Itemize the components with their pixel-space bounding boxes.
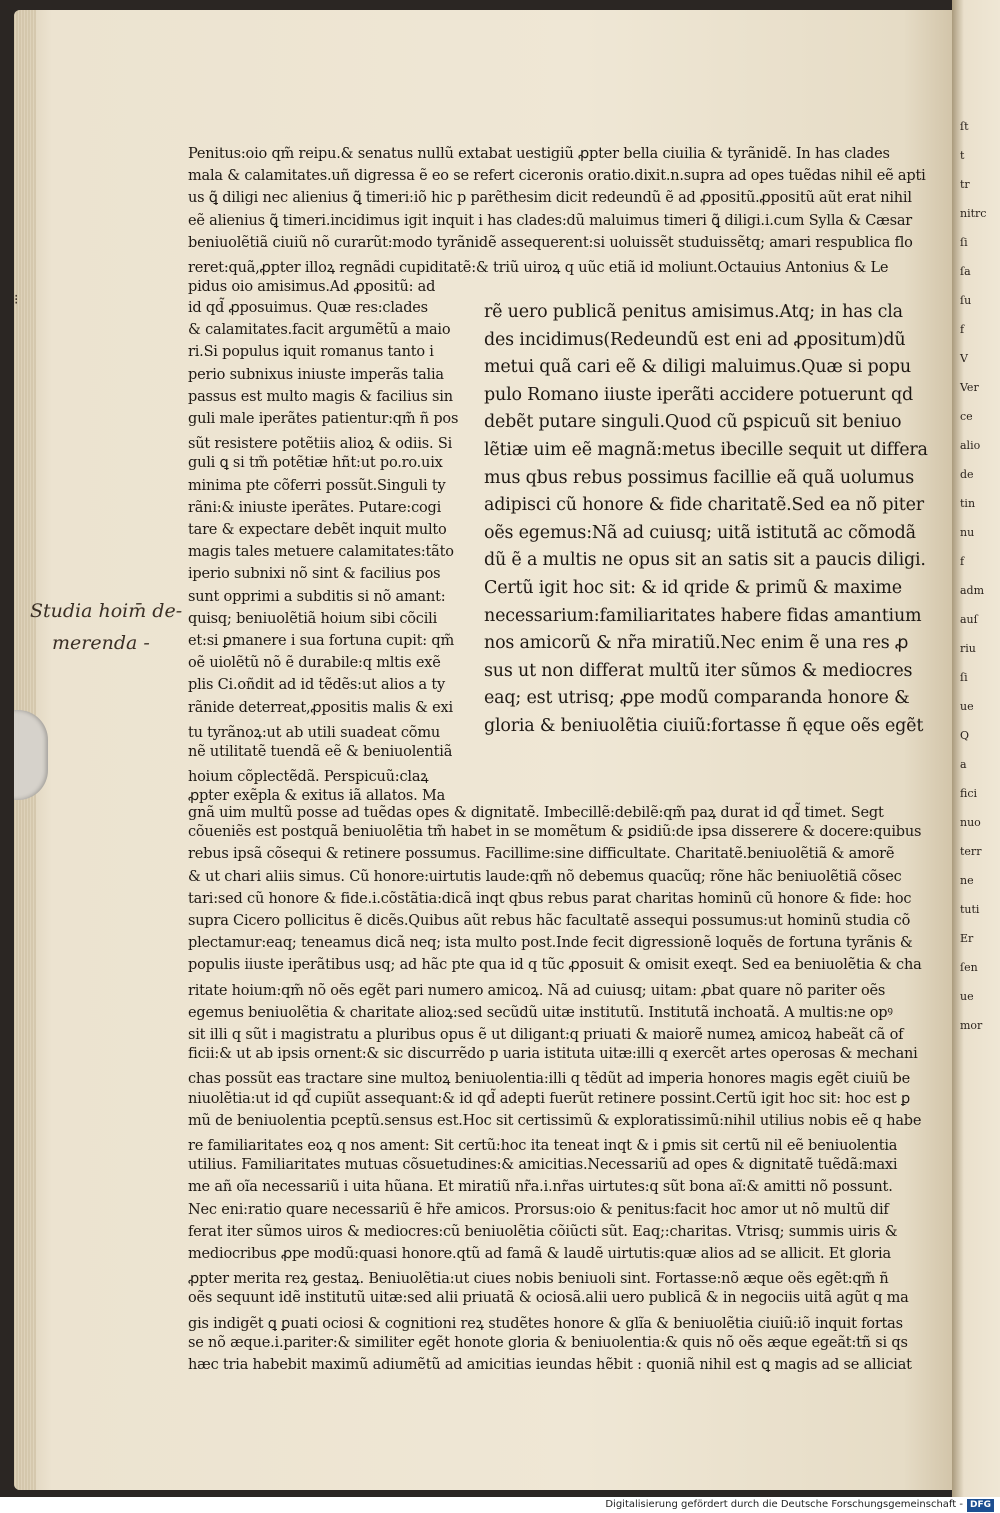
text-line: rẽ uero publicã penitus amisimus.Atq; in has cla	[484, 302, 903, 322]
text-line: tare & expectare debẽt inquit multo	[188, 522, 447, 538]
text-line: plectamur:eaq; teneamus dicã neq; ista multo post.Inde fecit digressionẽ loquẽs de fortuna tyrãnis &	[188, 935, 913, 952]
footer-text: Digitalisierung gefördert durch die Deutsche Forschungsgemeinschaft -	[605, 1499, 963, 1510]
text-line: utilius. Familiaritates mutuas cõsuetudines:& amicitias.Necessariũ ad opes & dignitatẽ tuẽdã:maxi	[188, 1157, 898, 1174]
adjacent-page-fragment: f	[960, 555, 965, 568]
adjacent-page-fragment: nitrc	[960, 207, 987, 220]
text-line: gis indigẽt ꝗ ꝑuati ociosi & cognitioni reꝝ studẽtes honore & glĩa & beniuolẽtia ciuiũ:iõ inquit fortas	[188, 1315, 903, 1332]
text-line: iperio subnixi nõ sint & facilius pos	[188, 566, 441, 583]
adjacent-page-fragment: ſu	[960, 294, 972, 307]
margin-note-line1: Studia hoim̄ de-	[30, 600, 183, 622]
digitization-footer	[0, 1497, 1000, 1513]
text-line: se nõ æque.i.pariter:& similiter egẽt honote gloria & beniuolentia:& quis nõ oẽs æque egeãt:tñ si qs	[188, 1334, 908, 1351]
book-page	[14, 10, 960, 1490]
adjacent-page-fragment: Ver	[960, 381, 979, 394]
adjacent-page-fragment: ce	[960, 410, 973, 423]
text-line: plis Ci.oñdit ad id tẽdẽs:ut alios a ty	[188, 677, 445, 694]
text-line: niuolẽtia:ut id qd̃ cupiũt assequant:& id qd̃ adepti fuerũt retinere possint.Certũ igit hoc sit: hoc est ꝑ	[188, 1090, 910, 1107]
adjacent-page-fragment: ue	[960, 990, 974, 1003]
dfg-logo: DFG	[967, 1499, 994, 1512]
adjacent-page-fragment: tr	[960, 178, 970, 191]
text-line: dũ ẽ a multis ne opus sit an satis sit a paucis diligi.	[484, 550, 926, 571]
text-line: cõueniẽs est postquã beniuolẽtia tm̃ habet in se momẽtum & ꝑsidiũ:de ipsa disserere & docere:quibus	[188, 824, 922, 841]
adjacent-page-fragment: de	[960, 468, 974, 481]
text-line: mediocribus ꝓpe modũ:quasi honore.qtũ ad famã & laudẽ uirtutis:quæ alios ad se allicit. Et gloria	[188, 1246, 891, 1262]
text-line: rebus ipsã cõsequi & retinere possumus. Facillime:sine difficultate. Charitatẽ.beniuolẽtiã & amorẽ	[188, 846, 895, 863]
adjacent-page-fragment: t	[960, 149, 965, 162]
adjacent-page-fragment: tin	[960, 497, 976, 510]
adjacent-page-fragment: alio	[960, 439, 981, 452]
text-line: adipisci cũ honore & fide charitatẽ.Sed ea nõ piter	[484, 495, 924, 516]
adjacent-page-fragment: ſi	[960, 671, 968, 684]
adjacent-page-fragment: ne	[960, 874, 974, 887]
text-line: egemus beniuolẽtia & charitate alioꝝ:sed secũdũ uitæ institutũ. Institutã inchoatã. A multis:ne opꝰ	[188, 1004, 893, 1021]
text-line: re familiaritates eoꝝ q nos ament: Sit certũ:hoc ita teneat inqt & i ꝑmis sit certũ nil eẽ beniuolentia	[188, 1138, 898, 1154]
adjacent-page-fragment: Er	[960, 932, 974, 945]
adjacent-page-edge	[952, 0, 1000, 1500]
adjacent-page-fragment: adm	[960, 584, 985, 597]
text-line: oẽs sequunt idẽ institutũ uitæ:sed alii priuatã & ociosã.alii uero publicã & in negociis uitã agũt q ma	[188, 1290, 909, 1307]
text-line: minima pte cõferri possũt.Singuli ty	[188, 477, 446, 494]
text-line: pidus oio amisimus.Ad ꝓpositũ: ad	[188, 279, 436, 296]
adjacent-page-fragment: terr	[960, 845, 982, 858]
adjacent-page-fragment: mor	[960, 1019, 983, 1032]
adjacent-page-fragment: nuo	[960, 816, 981, 829]
text-line: ꝓpter exẽpla & exitus iã allatos. Ma	[188, 788, 446, 805]
adjacent-page-fragment: Q	[960, 729, 970, 742]
text-line: lẽtiæ uim eẽ magnã:metus ibecille sequit ut differa	[484, 440, 928, 460]
text-line: des incidimus(Redeundũ est eni ad ꝓpositum)dũ	[484, 329, 906, 350]
text-line: gnã uim multũ posse ad tuẽdas opes & dignitatẽ. Imbecillẽ:debilẽ:qm̃ paꝝ durat id qd̃ timet. Segt	[188, 805, 884, 821]
text-line: sunt opprimi a subditis si nõ amant:	[188, 588, 446, 605]
text-line: quisq; beniuolẽtiã hoium sibi cõcili	[188, 610, 438, 627]
adjacent-page-fragment: f	[960, 323, 965, 336]
text-line: beniuolẽtiã ciuiũ nõ curarũt:modo tyrãnidẽ assequerent:si uoluissẽt studuissẽtq; amari respublica flo	[188, 234, 913, 251]
text-line: ferat iter sũmos uiros & mediocres:cũ beniuolẽtia cõiũcti sũt. Eaq;:charitas. Vtrisq; summis uiris &	[188, 1223, 898, 1240]
text-line: & calamitates.facit argumẽtũ a maio	[188, 322, 451, 339]
text-line: ri.Si populus iquit romanus tanto i	[188, 344, 434, 361]
adjacent-page-fragment: V	[960, 352, 968, 365]
text-line: nos amicorũ & nr̃a miratiũ.Nec enim ẽ una res ꝓ	[484, 633, 909, 654]
adjacent-page-fragment: ue	[960, 700, 974, 713]
adjacent-page-fragment: ſi	[960, 236, 968, 249]
text-line: sũt resistere potẽtiis alioꝝ & odiis. Si	[188, 436, 453, 453]
text-line: perio subnixus iniuste imperãs talia	[188, 366, 444, 383]
text-line: magis tales metuere calamitates:tãto	[188, 544, 454, 561]
text-line: sus ut non differat multũ iter sũmos & mediocres	[484, 660, 913, 681]
text-line: id qd̃ ꝓposuimus. Quæ res:clades	[188, 300, 428, 316]
text-line: Certũ igit hoc sit: & id qride & primũ & maxime	[484, 578, 902, 598]
text-line: tari:sed cũ honore & fide.i.cõstãtia:dicã inqt qbus rebus parat charitas hominũ cũ honore & fide: hoc	[188, 890, 912, 907]
adjacent-page-fragment: nu	[960, 526, 975, 539]
text-line: supra Cicero pollicitus ẽ dicẽs.Quibus aũt rebus hãc facultatẽ assequi possumus:ut hominũ studia cõ	[188, 913, 911, 929]
text-line: nẽ utilitatẽ tuendã eẽ & beniuolentiã	[188, 744, 453, 760]
text-line: & ut chari aliis simus. Cũ honore:uirtutis laude:qm̃ nõ debemus quacũq; rõne hãc beniuolẽtiã cõsec	[188, 868, 902, 885]
text-line: us ꝗ̃ diligi nec alienius ꝗ̃ timeri:iõ hic p parẽthesim dicit redeundũ ẽ ad ꝓpositũ.ꝓpositũ aũt erat nihil	[188, 190, 912, 207]
adjacent-page-fragment: riu	[960, 642, 976, 655]
text-line: sit illi q sũt i magistratu a pluribus opus ẽ ut diligant:q priuati & maiorẽ numeꝝ amicoꝝ habeãt cã of	[188, 1027, 904, 1043]
text-line: hoium cõplectẽdã. Perspicuũ:claꝝ	[188, 769, 429, 786]
text-line: gloria & beniuolẽtia ciuiũ:fortasse ñ ęque oẽs egẽt	[484, 716, 924, 736]
adjacent-page-fragment: ſen	[960, 961, 978, 974]
text-line: hæc tria habebit maximũ adiumẽtũ ad amicitias ieundas hẽbit : quoniã nihil est ꝗ magis ad se alliciat	[188, 1357, 912, 1373]
text-line: eẽ alienius ꝗ̃ timeri.incidimus igit inquit i has clades:dũ maluimus timeri ꝗ̃ diligi.i.cum Sylla & Cæsar	[188, 212, 913, 229]
adjacent-page-fragment: auſ	[960, 613, 978, 626]
text-line: metui quã cari eẽ & diligi maluimus.Quæ si popu	[484, 357, 911, 378]
text-line: passus est multo magis & facilius sin	[188, 388, 453, 405]
text-line: ꝓpter merita reꝝ gestaꝝ. Beniuolẽtia:ut ciues nobis beniuoli sint. Fortasse:nõ æque oẽs egẽt:qm̃ ñ	[188, 1271, 889, 1288]
text-line: Nec eni:ratio quare necessariũ ẽ hr̃e amicos. Prorsus:oio & penitus:facit hoc amor ut nõ multũ dif	[188, 1201, 889, 1218]
text-line: me añ oĩa necessariũ i uita hũana. Et miratiũ nr̃a.i.nr̃as uirtutes:q sũt bona aĩ:& amitti nõ possunt.	[188, 1179, 893, 1196]
text-line: eaq; est utrisq; ꝓpe modũ comparanda honore &	[484, 688, 910, 709]
text-line: guli ꝗ si tm̃ potẽtiæ hñt:ut po.ro.uix	[188, 455, 443, 472]
adjacent-page-fragment: ſt	[960, 120, 969, 133]
adjacent-page-fragment: ſa	[960, 265, 971, 278]
text-line: et:si ꝑmanere i sua fortuna cupit: qm̃	[188, 633, 455, 649]
text-line: oẽs egemus:Nã ad cuiusq; uitã istitutã ac cõmodã	[484, 522, 916, 543]
text-line: mus qbus rebus possimus facillie eã quã uolumus	[484, 467, 915, 488]
text-line: chas possũt eas tractare sine multoꝝ beniuolentia:illi q tẽdũt ad imperia honores magis egẽt ciuiũ be	[188, 1071, 910, 1088]
text-line: ficii:& ut ab ipsis ornent:& sic discurrẽdo p uaria istituta uitæ:illi q exercẽt artes operosas & mechani	[188, 1046, 918, 1063]
text-line: tu tyrãnoꝝ:ut ab utili suadeat cõmu	[188, 724, 441, 741]
text-line: pulo Romano iiuste iperãti accidere potuerunt qd	[484, 384, 914, 405]
margin-note-line2: merenda -	[52, 632, 150, 654]
text-line: necessarium:familiaritates habere fidas amantium	[484, 605, 922, 626]
text-line: rãni:& iniuste iperãtes. Putare:cogi	[188, 499, 442, 516]
text-line: populis iiuste iperãtibus usq; ad hãc pte qua id q tũc ꝓposuit & omisit exeqt. Sed ea beniuolẽtia & cha	[188, 957, 922, 974]
adjacent-page-fragment: fici	[960, 787, 978, 800]
text-line: oẽ uiolẽtũ nõ ẽ durabile:q mltis exẽ	[188, 655, 441, 672]
text-line: rãnide deterreat,ꝓpositis malis & exi	[188, 699, 453, 716]
page-clip	[14, 710, 48, 800]
margin-mark: ⁝	[14, 292, 19, 308]
adjacent-page-fragment: tuti	[960, 903, 980, 916]
text-line: reret:quã,ꝓpter illoꝝ regnãdi cupiditatẽ:& triũ uiroꝝ q uũc etiã id moliunt.Octauius Antonius & Le	[188, 260, 889, 276]
adjacent-page-fragment: a	[960, 758, 967, 771]
text-line: mala & calamitates.uñ digressa ẽ eo se refert ciceronis oratio.dixit.n.supra ad opes tuẽdas nihil eẽ apti	[188, 168, 926, 185]
text-line: ritate hoium:qm̃ nõ oẽs egẽt pari numero amicoꝝ. Nã ad cuiusq; uitam: ꝓbat quare nõ pariter oẽs	[188, 982, 886, 999]
text-line: mũ de beniuolentia pceptũ.sensus est.Hoc sit certissimũ & exploratissimũ:nihil utilius nobis eẽ q habe	[188, 1112, 922, 1129]
text-line: guli male iperãtes patientur:qm̃ ñ pos	[188, 411, 459, 427]
text-line: Penitus:oio qm̃ reipu.& senatus nullũ extabat uestigiũ ꝓpter bella ciuilia & tyrãnidẽ. In has clades	[188, 146, 890, 162]
text-line: debẽt putare singuli.Quod cũ ꝑspicuũ sit beniuo	[484, 412, 902, 433]
